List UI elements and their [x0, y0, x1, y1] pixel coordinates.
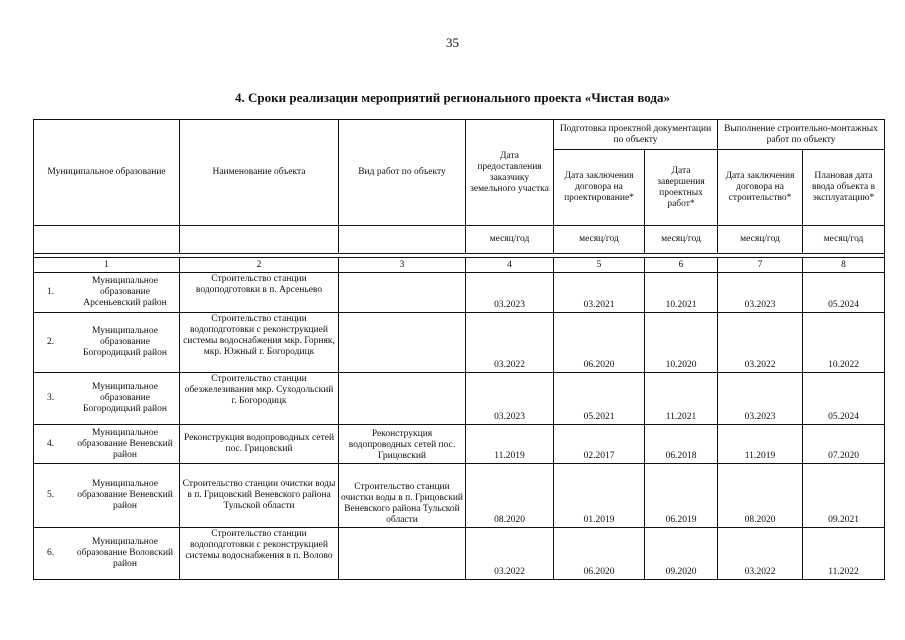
header-construction-contract: Дата заключения договора на строительство* [718, 150, 803, 226]
object-name: Строительство станции водоподготовки в п. Арсеньево [180, 273, 339, 313]
section-title: 4. Сроки реализации мероприятий регионального проекта «Чистая вода» [235, 90, 670, 105]
commissioning-date: 11.2022 [803, 528, 885, 580]
object-name: Строительство станции очистки воды в п. Грицовский Веневского района Тульской области [180, 464, 339, 528]
design-complete-date: 06.2019 [645, 464, 718, 528]
header-land-date: Дата предоставления заказчику земельного участка [466, 120, 554, 226]
municipality-cell [34, 373, 180, 425]
page-number: 35 [446, 35, 459, 50]
row-number: 4. [47, 438, 55, 449]
schedule-table [33, 119, 885, 580]
column-number: 2 [180, 258, 339, 273]
work-type [339, 273, 466, 313]
column-number: 1 [34, 258, 180, 273]
column-number: 5 [554, 258, 645, 273]
header-commissioning: Плановая дата ввода объекта в эксплуатацию* [803, 150, 885, 226]
table-row [34, 528, 885, 580]
land-date: 03.2022 [466, 528, 554, 580]
design-contract-date: 01.2019 [554, 464, 645, 528]
design-contract-date: 06.2020 [554, 313, 645, 373]
land-date: 03.2023 [466, 273, 554, 313]
design-complete-date: 11.2021 [645, 373, 718, 425]
land-date: 08.2020 [466, 464, 554, 528]
design-complete-date: 10.2021 [645, 273, 718, 313]
design-complete-date: 06.2018 [645, 425, 718, 464]
column-number: 8 [803, 258, 885, 273]
construction-contract-date: 03.2023 [718, 273, 803, 313]
unit-label: месяц/год [466, 226, 554, 254]
table-row [34, 464, 885, 528]
column-number: 4 [466, 258, 554, 273]
table-row [34, 373, 885, 425]
municipality-name: Муниципальное образование Богородицкий район [83, 326, 167, 358]
commissioning-date: 05.2024 [803, 373, 885, 425]
municipality-cell [34, 464, 180, 528]
column-number: 6 [645, 258, 718, 273]
design-contract-date: 02.2017 [554, 425, 645, 464]
design-contract-date: 06.2020 [554, 528, 645, 580]
commissioning-date: 07.2020 [803, 425, 885, 464]
object-name: Строительство станции водоподготовки с реконструкцией системы водоснабжения мкр. Горняк, мкр. Южный г. Богородицк [180, 313, 339, 373]
column-number-row [34, 258, 885, 273]
design-contract-date: 03.2021 [554, 273, 645, 313]
header-work-type: Вид работ по объекту [339, 120, 466, 226]
object-name: Строительство станции обезжелезивания мкр. Суходольский г. Богородицк [180, 373, 339, 425]
municipality-cell [34, 425, 180, 464]
work-type [339, 373, 466, 425]
table-row [34, 313, 885, 373]
unit-label: месяц/год [803, 226, 885, 254]
header-design-complete: Дата завершения проектных работ* [645, 150, 718, 226]
column-number: 3 [339, 258, 466, 273]
unit-label: месяц/год [554, 226, 645, 254]
unit-label: месяц/год [718, 226, 803, 254]
header-design-group: Подготовка проектной документации по объекту [554, 120, 718, 150]
municipality-name: Муниципальное образование Богородицкий район [83, 382, 167, 414]
row-number: 3. [47, 393, 55, 403]
unit-row [34, 226, 885, 254]
row-number: 2. [47, 337, 55, 347]
commissioning-date: 05.2024 [803, 273, 885, 313]
object-name: Реконструкция водопроводных сетей пос. Грицовский [180, 425, 339, 464]
municipality-cell [34, 528, 180, 580]
header-row-1 [34, 120, 885, 150]
table-row [34, 425, 885, 464]
design-complete-date: 09.2020 [645, 528, 718, 580]
land-date: 03.2023 [466, 373, 554, 425]
design-contract-date: 05.2021 [554, 373, 645, 425]
municipality-cell [34, 273, 180, 313]
construction-contract-date: 11.2019 [718, 425, 803, 464]
table-row [34, 273, 885, 313]
header-municipality: Муниципальное образование [34, 120, 180, 226]
row-number: 6. [47, 548, 55, 558]
work-type: Реконструкция водопроводных сетей пос. Грицовский [339, 425, 466, 464]
land-date: 03.2022 [466, 313, 554, 373]
municipality-name: Муниципальное образование Веневский район [77, 479, 173, 511]
row-number: 5. [47, 490, 55, 500]
work-type: Строительство станции очистки воды в п. Грицовский Веневского района Тульской области [339, 464, 466, 528]
header-construction-group: Выполнение строительно-монтажных работ по объекту [718, 120, 885, 150]
municipality-name: Муниципальное образование Веневский район [77, 427, 173, 460]
work-type [339, 313, 466, 373]
unit-label: месяц/год [645, 226, 718, 254]
land-date: 11.2019 [466, 425, 554, 464]
header-design-contract: Дата заключения договора на проектирование* [554, 150, 645, 226]
commissioning-date: 09.2021 [803, 464, 885, 528]
column-number: 7 [718, 258, 803, 273]
header-object: Наименование объекта [180, 120, 339, 226]
object-name: Строительство станции водоподготовки с реконструкцией системы водоснабжения в п. Волово [180, 528, 339, 580]
construction-contract-date: 03.2022 [718, 313, 803, 373]
design-complete-date: 10.2020 [645, 313, 718, 373]
construction-contract-date: 08.2020 [718, 464, 803, 528]
municipality-name: Муниципальное образование Воловский район [76, 537, 174, 569]
municipality-cell [34, 313, 180, 373]
work-type [339, 528, 466, 580]
construction-contract-date: 03.2023 [718, 373, 803, 425]
commissioning-date: 10.2022 [803, 313, 885, 373]
construction-contract-date: 03.2022 [718, 528, 803, 580]
municipality-name: Муниципальное образование Арсеньевский район [83, 276, 167, 308]
row-number: 1. [47, 287, 55, 297]
